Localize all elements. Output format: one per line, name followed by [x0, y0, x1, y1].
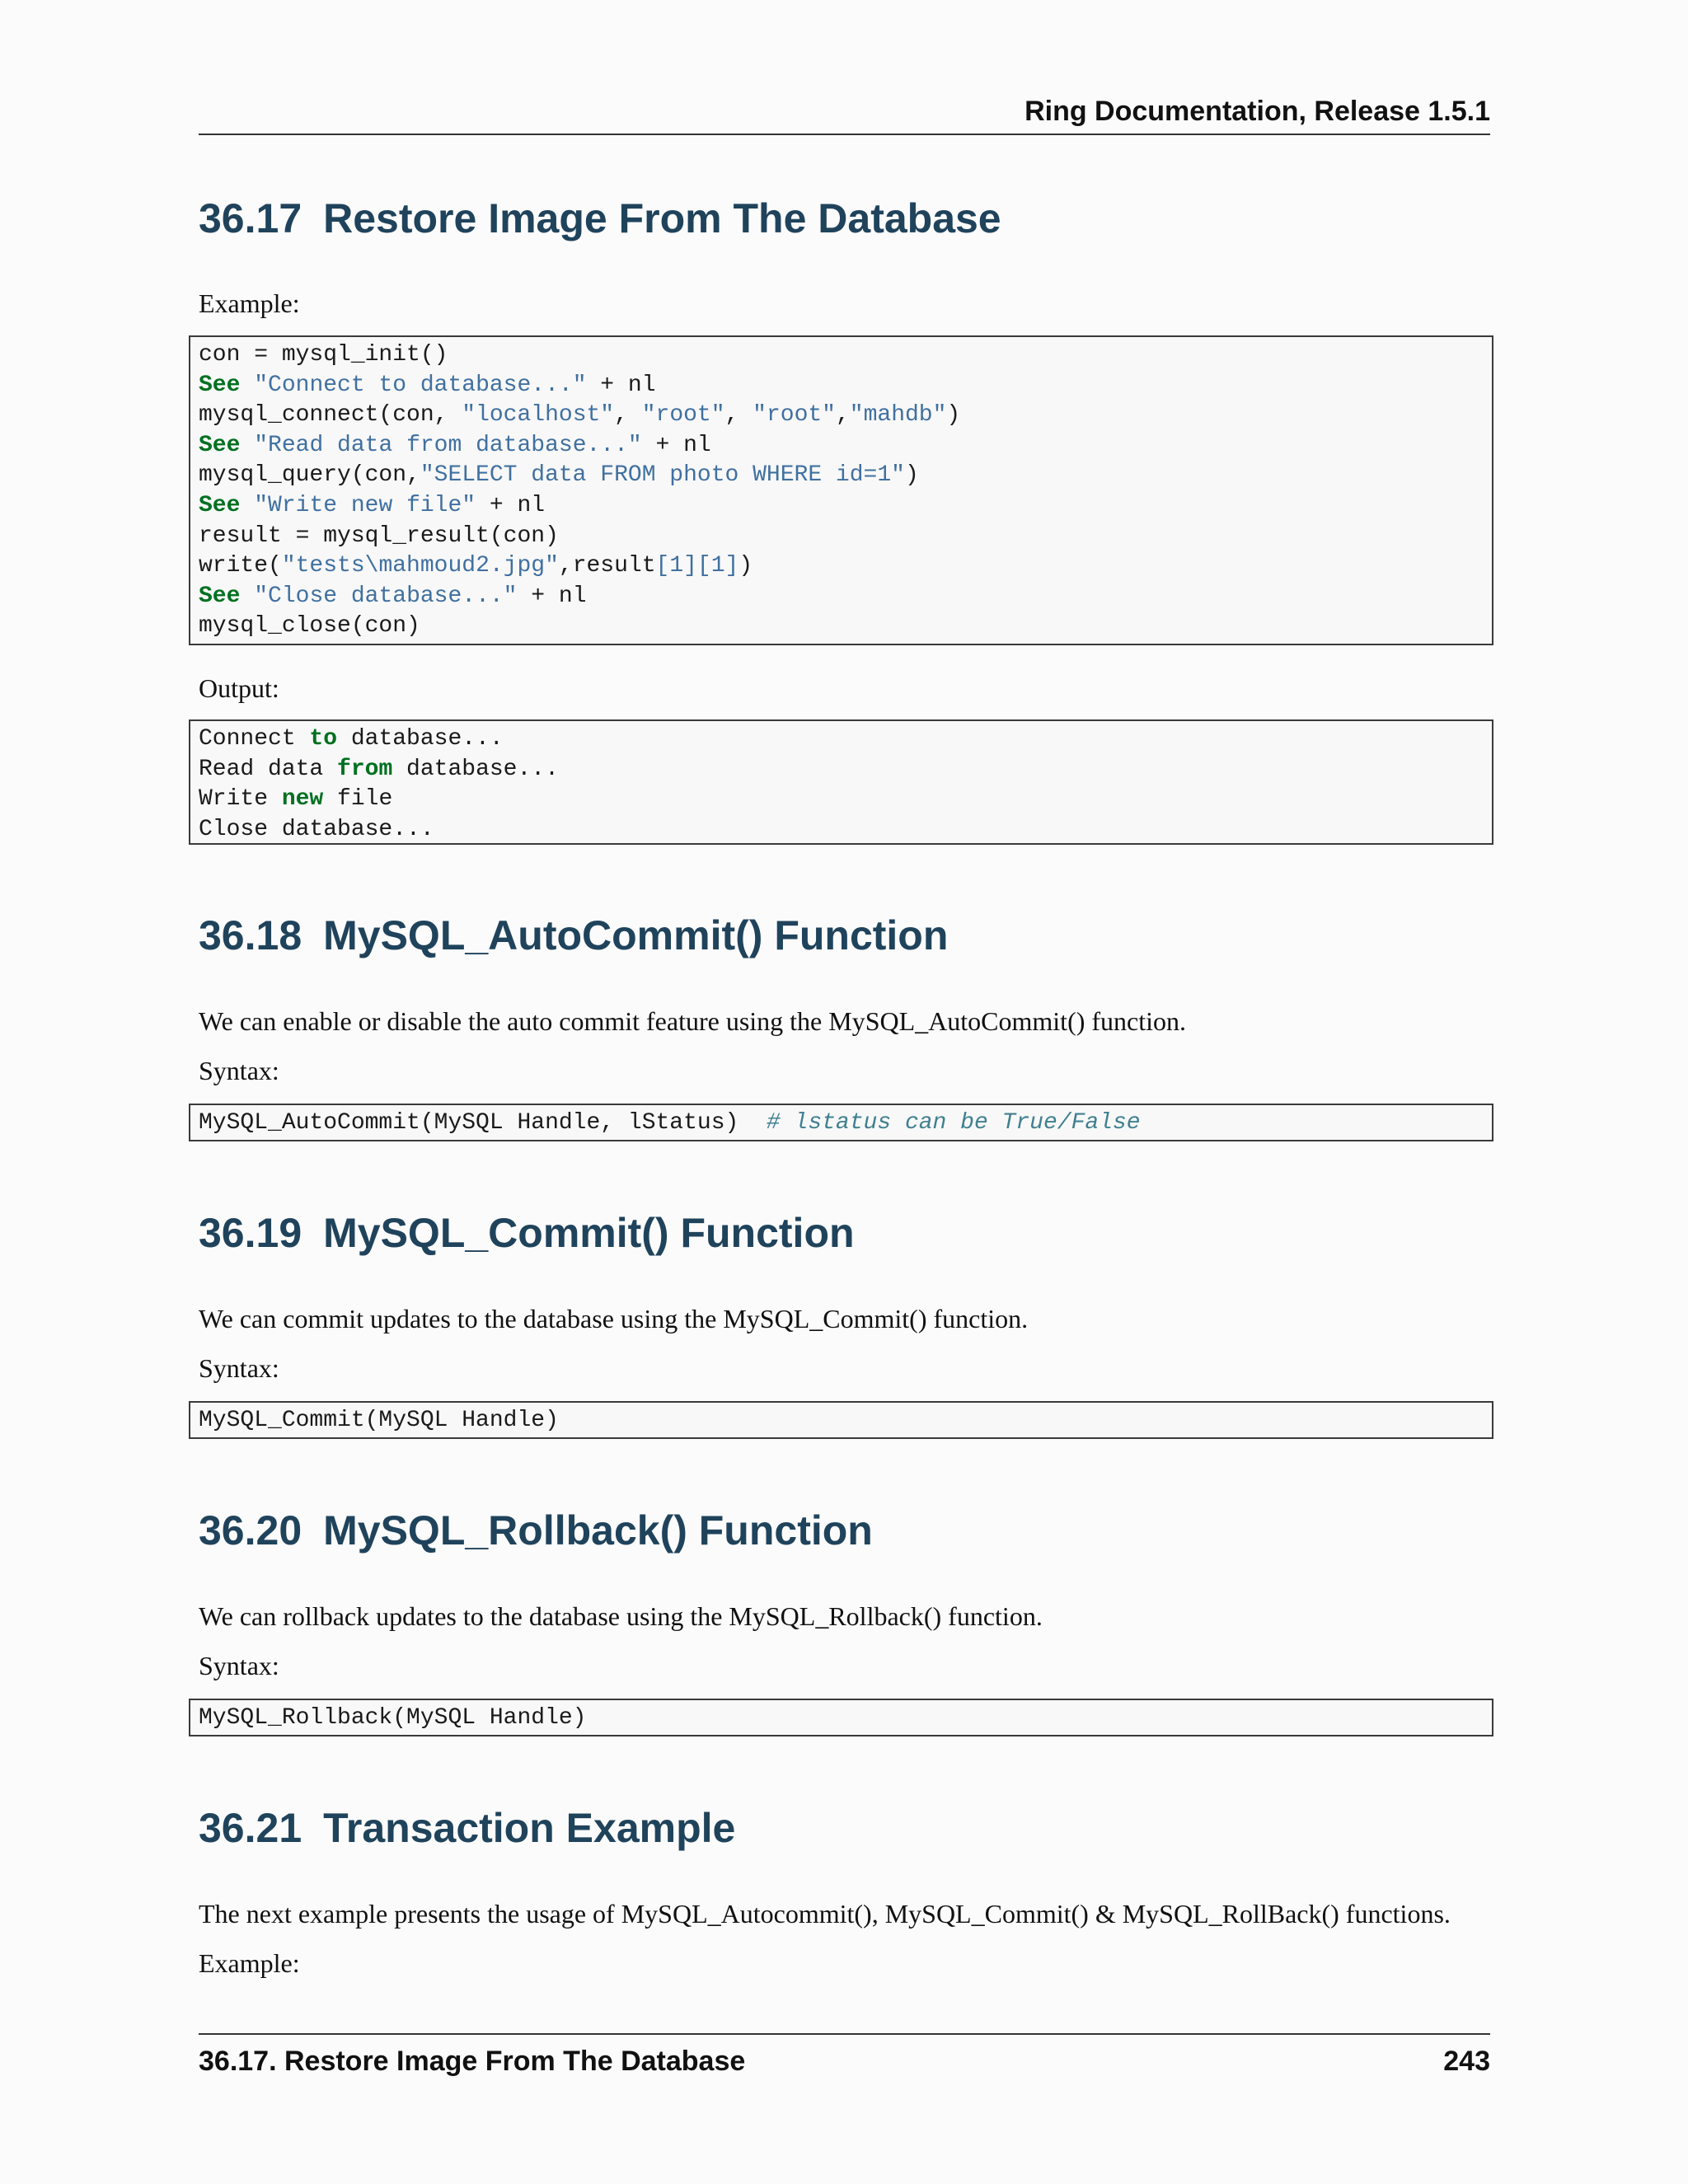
section-description: We can commit updates to the database using the MySQL_Commit() function.	[199, 1304, 1029, 1333]
code-line: MySQL_Commit(MySQL Handle)	[199, 1408, 559, 1433]
section-heading	[199, 1208, 1490, 1258]
code-line	[199, 340, 1484, 371]
code-line	[199, 724, 1484, 755]
example-label: Example:	[199, 288, 300, 318]
section-number: 36.21	[199, 1805, 302, 1851]
code-line	[199, 612, 1484, 642]
code-token: write(	[199, 553, 282, 579]
running-title: Ring Documentation, Release 1.5.1	[1025, 96, 1490, 127]
code-token: + nl	[517, 583, 587, 609]
code-token: file	[323, 786, 393, 813]
code-token: Close database...	[199, 816, 434, 842]
syntax-label: Syntax:	[199, 1056, 279, 1085]
autocommit-syntax-block	[189, 1104, 1493, 1141]
code-token: MySQL_AutoCommit(MySQL Handle, lStatus)	[199, 1110, 767, 1136]
output-code-block	[189, 719, 1493, 845]
rollback-syntax-block	[189, 1699, 1493, 1736]
code-token: + nl	[641, 432, 711, 458]
code-token: database...	[337, 726, 504, 752]
code-token: mysql_connect(con,	[199, 402, 462, 429]
code-token	[240, 373, 254, 398]
code-token: "Write new file"	[254, 492, 476, 518]
code-token: result = mysql_result(con)	[199, 523, 559, 549]
code-line	[199, 551, 1484, 582]
section-36-18	[199, 911, 1490, 1136]
code-line	[199, 785, 1484, 815]
code-token: Write	[199, 786, 282, 813]
section-description: The next example presents the usage of MySQL_Autocommit(), MySQL_Commit() & MySQL_RollBack() functions.	[199, 1899, 1451, 1929]
section-title: MySQL_AutoCommit() Function	[323, 912, 949, 958]
section-title: Transaction Example	[323, 1805, 736, 1851]
page-header	[199, 91, 1490, 135]
section-heading	[199, 1803, 1490, 1853]
code-token: ,	[614, 402, 642, 429]
code-line	[199, 431, 1484, 462]
code-token: "mahdb"	[849, 402, 947, 429]
section-heading	[199, 911, 1490, 960]
section-number: 36.19	[199, 1210, 302, 1256]
code-line: MySQL_Rollback(MySQL Handle)	[199, 1705, 587, 1731]
page-footer	[199, 2033, 1490, 2079]
code-line	[199, 755, 1484, 785]
section-36-17	[199, 194, 1490, 842]
code-token: "Read data from database..."	[254, 432, 642, 458]
code-token: Read data	[199, 756, 338, 782]
code-token: con = mysql_init()	[199, 342, 448, 368]
section-title: MySQL_Commit() Function	[323, 1210, 855, 1256]
section-number: 36.20	[199, 1507, 302, 1554]
syntax-label: Syntax:	[199, 1353, 279, 1383]
code-token: new	[281, 786, 324, 813]
section-heading	[199, 194, 1490, 243]
section-title: Restore Image From The Database	[323, 195, 1001, 241]
output-label: Output:	[199, 673, 279, 703]
code-token: "SELECT data FROM photo WHERE id=1"	[420, 462, 905, 489]
code-token	[240, 493, 254, 518]
code-token: )	[946, 402, 961, 429]
section-number: 36.17	[199, 195, 302, 241]
code-token: ,	[835, 402, 850, 429]
section-description: We can rollback updates to the database using the MySQL_Rollback() function.	[199, 1601, 1043, 1631]
code-line	[199, 815, 1484, 846]
footer-section-title: 36.17. Restore Image From The Database	[199, 2046, 746, 2077]
code-token: )	[904, 462, 919, 489]
code-token: mysql_close(con)	[199, 613, 420, 640]
code-token: ,	[724, 402, 753, 429]
code-line	[199, 1108, 1484, 1139]
section-36-19	[199, 1208, 1490, 1433]
section-title: MySQL_Rollback() Function	[323, 1507, 873, 1554]
section-36-20	[199, 1506, 1490, 1731]
commit-syntax-block	[189, 1401, 1493, 1439]
syntax-label: Syntax:	[199, 1651, 279, 1680]
page-number: 243	[1443, 2046, 1490, 2077]
section-description: We can enable or disable the auto commit feature using the MySQL_AutoCommit() function.	[199, 1006, 1187, 1036]
section-heading	[199, 1506, 1490, 1555]
code-token: "Close database..."	[254, 583, 518, 609]
code-token: "root"	[641, 402, 725, 429]
code-token: Connect	[199, 726, 310, 752]
code-line	[199, 371, 1484, 401]
code-line	[199, 522, 1484, 552]
code-line	[199, 461, 1484, 491]
example-code-block	[189, 335, 1493, 645]
code-token: "root"	[753, 402, 836, 429]
section-36-21	[199, 1803, 1490, 1978]
example-label: Example:	[199, 1948, 300, 1978]
section-number: 36.18	[199, 912, 302, 958]
code-token: + nl	[476, 492, 546, 518]
code-token: See	[199, 432, 241, 458]
code-token: # lstatus can be True/False	[766, 1110, 1141, 1136]
code-token: mysql_query(con,	[199, 462, 420, 489]
code-token: "localhost"	[462, 402, 615, 429]
code-token: database...	[392, 756, 559, 782]
code-token: See	[199, 583, 241, 609]
code-token: )	[738, 553, 753, 579]
code-token: + nl	[586, 372, 656, 398]
code-token: See	[199, 492, 241, 518]
code-token: from	[337, 756, 393, 782]
code-token	[240, 583, 254, 609]
code-token: [1][1]	[655, 553, 739, 579]
code-line	[199, 401, 1484, 431]
code-token: ,result	[558, 553, 656, 579]
code-line	[199, 491, 1484, 522]
code-token	[240, 433, 254, 458]
code-token: "tests\mahmoud2.jpg"	[281, 553, 559, 579]
code-token: See	[199, 372, 241, 398]
code-token: "Connect to database..."	[254, 372, 587, 398]
code-line	[199, 582, 1484, 612]
code-token: to	[309, 726, 338, 752]
